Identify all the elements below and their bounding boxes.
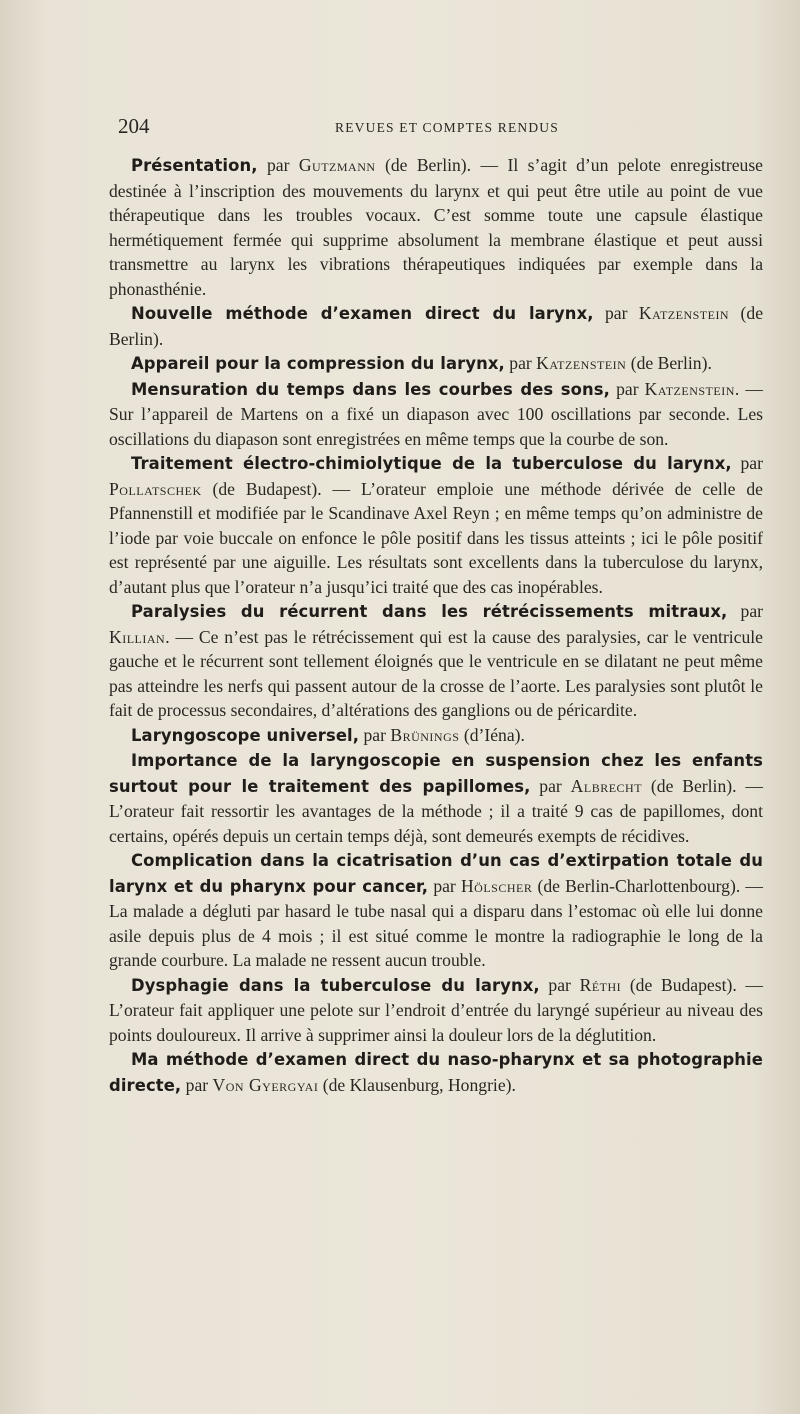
entry-text: (d’Iéna). (459, 724, 525, 745)
entry-author: Von Gyergyai (212, 1074, 319, 1095)
entry-author: Pollatschek (109, 478, 202, 499)
entry-author: Gutzmann (298, 155, 376, 175)
entry-author: Katzenstein (536, 353, 627, 373)
entry-title: Laryngoscope universel, (131, 725, 360, 745)
entry-author: Killian (109, 626, 166, 647)
entry-text: (de Budapest). — L’orateur fait appliquer une pelote sur l’endroit d’entrée du laryngé supérieur au niveau des points douloureux. Il arrive à supprimer ainsi la douleur lors de la déglutition. (109, 974, 763, 1045)
running-title: REVUES ET COMPTES RENDUS (335, 120, 559, 135)
entry-author: Réthi (579, 974, 622, 995)
entry-text: (de Berlin-Charlottenbourg). — La malade a dégluti par hasard le tube nasal qui a disparu dans l’estomac où elle lui donne asile depuis plus de 4 mois ; il est situé comme le montre la radiographie le long de la grande courbure. La malade ne ressent aucun trouble. (109, 875, 764, 970)
entry-mensuration: Mensuration du temps dans les courbes des sons, par Katzenstein. — Sur l’appareil de Martens on a fixé un diapason avec 100 oscillations par seconde. Les oscillations du diapason sont enregistrées en même temps que la courbe de son. (109, 378, 763, 449)
entry-text: (de Berlin). — Il s’agit d’un pelote enregistreuse destinée à l’inscription des mouvements du larynx et qui peut être utile au point de vue thérapeutique dans les troubles vocaux. C’est somme toute une capsule élastique hermétiquement fermée qui supprime absolument la membrane élastique et peut aussi transmettre au larynx les vibrations thérapeutiques indiquées par exemple dans la phonasthénie. (109, 155, 763, 299)
entry-title: Complication dans la cicatrisation d’un cas d’extirpation totale du larynx et du pharynx pour cancer, (109, 851, 763, 896)
entry-text: (de Budapest). — L’orateur emploie une méthode dérivée de celle de Pfannenstill et modifiée par le Scandinave Axel Reyn ; en même temps qu’on administre de l’iode par voie buccale on enfonce le pôle positif dans les tissus atteints ; ici le pôle positif est représenté par une aiguille. Les résultats sont excellents dans la tuberculose du larynx, d’autant plus que l’orateur n’a jusqu’ici traité que des cas inopérables. (109, 478, 763, 597)
entry-title: Mensuration du temps dans les courbes des sons, (131, 379, 610, 399)
entry-laryngoscope: Laryngoscope universel, par Brünings (d’Iéna). (131, 724, 525, 745)
entry-title: Paralysies du récurrent dans les rétrécissements mitraux, (131, 602, 728, 621)
entry-presentation: Présentation, par Gutzmann (de Berlin). — Il s’agit d’un pelote enregistreuse destinée à l’inscription des mouvements du larynx et qui peut être utile au point de vue thérapeutique dans les troubles vocaux. C’est somme toute une capsule élastique hermétiquement fermée qui supprime absolument la membrane élastique et peut aussi transmettre au larynx les vibrations thérapeutiques indiquées par exemple dans la phonasthénie. (109, 155, 763, 299)
entry-nouvelle-methode: Nouvelle méthode d’examen direct du larynx, par Katzenstein (de Berlin). (109, 303, 763, 349)
entry-title: Ma méthode d’examen direct du naso-pharynx et sa photographie directe, (109, 1050, 763, 1095)
entry-complication: Complication dans la cicatrisation d’un cas d’extirpation totale du larynx et du pharynx pour cancer, par Hölscher (de Berlin-Charlottenbourg). — La malade a dégluti par hasard le tube nasal qui a disparu dans l’estomac où elle lui donne asile depuis plus de 4 mois ; il est situé comme le montre la radiographie le long de la grande courbure. La malade ne ressent aucun trouble. (109, 851, 764, 970)
entry-author: Albrecht (570, 775, 643, 796)
entry-text: (de Berlin). — L’orateur fait ressortir les avantages de la méthode ; il a traité 9 cas de papillomes, dont certains, opérés depuis un certain temps déjà, sont demeurés exempts de récidives. (109, 775, 763, 846)
entry-traitement-electro: Traitement électro-chimiolytique de la tuberculose du larynx, par Pollatschek (de Budapest). — L’orateur emploie une méthode dérivée de celle de Pfannenstill et modifiée par le Scandinave Axel Reyn ; en même temps qu’on administre de l’iode par voie buccale on enfonce le pôle positif dans les tissus atteints ; ici le pôle positif est représenté par une aiguille. Les résultats sont excellents dans la tuberculose du larynx, d’autant plus que l’orateur n’a jusqu’ici traité que des cas inopérables. (109, 453, 763, 597)
entry-title: Nouvelle méthode d’examen direct du larynx, (131, 304, 594, 323)
entry-title: Dysphagie dans la tuberculose du larynx, (131, 975, 540, 995)
entry-author: Katzenstein (644, 378, 735, 399)
page-header (114, 114, 760, 144)
entry-appareil-compression: Appareil pour la compression du larynx, par Katzenstein (de Berlin). (131, 353, 712, 373)
entry-author: Hölscher (460, 875, 533, 896)
entry-text: . — Ce n’est pas le rétrécissement qui est la cause des paralysies, car le ventricule gauche et le récurrent sont tellement éloignés que le ventricule en se dilatant ne peut même pas atteindre les nerfs qui passent autour de la crosse de l’aorte. Les paralysies sont plutôt le fait de processus secondaires, d’altérations des ganglions ou de péricardite. (109, 626, 763, 720)
entry-title: Traitement électro-chimiolytique de la tuberculose du larynx, (131, 454, 732, 473)
page-number: 204 (118, 114, 150, 138)
entry-text: . — Sur l’appareil de Martens on a fixé un diapason avec 100 oscillations par seconde. Les oscillations du diapason sont enregistrées en même temps que la courbe de son. (109, 378, 763, 449)
entry-text: (de Berlin). (626, 353, 712, 373)
article-body (109, 153, 763, 1098)
entry-paralysies: Paralysies du récurrent dans les rétrécissements mitraux, par Killian. — Ce n’est pas le rétrécissement qui est la cause des paralysies, car le ventricule gauche et le récurrent sont tellement éloignés que le ventricule en se dilatant ne peut même pas atteindre les nerfs qui passent autour de la crosse de l’aorte. Les paralysies sont plutôt le fait de processus secondaires, d’altérations des ganglions ou de péricardite. (109, 601, 763, 720)
entry-importance: Importance de la laryngoscopie en suspension chez les enfants surtout pour le traitement des papillomes, par Albrecht (de Berlin). — L’orateur fait ressortir les avantages de la méthode ; il a traité 9 cas de papillomes, dont certains, opérés depuis un certain temps déjà, sont demeurés exempts de récidives. (109, 751, 763, 846)
entry-title: Importance de la laryngoscopie en suspension chez les enfants surtout pour le traitement des papillomes, (109, 751, 763, 796)
entry-dysphagie: Dysphagie dans la tuberculose du larynx, par Réthi (de Budapest). — L’orateur fait appliquer une pelote sur l’endroit d’entrée du laryngé supérieur au niveau des points douloureux. Il arrive à supprimer ainsi la douleur lors de la déglutition. (109, 974, 763, 1045)
entry-ma-methode: Ma méthode d’examen direct du naso-pharynx et sa photographie directe, par Von Gyergyai (de Klausenburg, Hongrie). (109, 1050, 763, 1095)
entry-title: Appareil pour la compression du larynx, (131, 354, 505, 373)
entry-author: Brünings (390, 724, 460, 745)
entry-text: (de Berlin). (109, 303, 763, 349)
entry-text: (de Klausenburg, Hongrie). (318, 1074, 516, 1095)
entry-author: Katzenstein (638, 303, 730, 323)
entry-title: Présentation, (131, 156, 258, 175)
